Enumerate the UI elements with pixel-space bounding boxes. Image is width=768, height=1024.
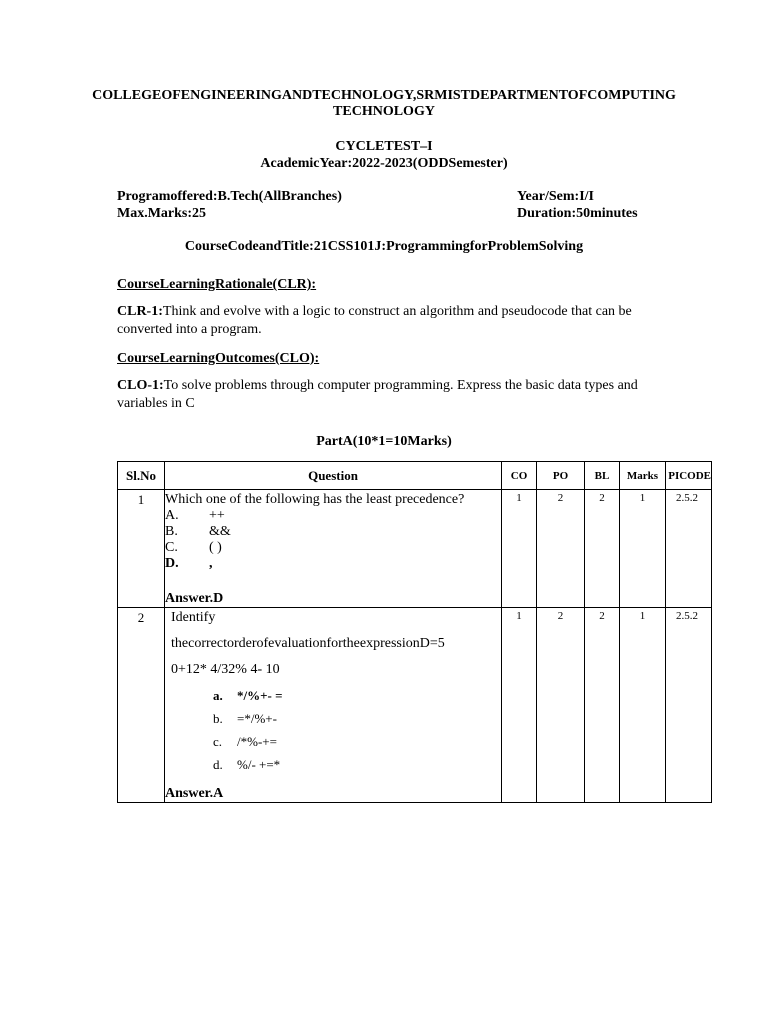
q2-line1: Identify	[171, 610, 216, 625]
col-header-co: CO	[502, 462, 537, 490]
duration: Duration:50minutes	[517, 206, 638, 221]
table-header-row	[118, 462, 712, 490]
q2-answer: Answer.A	[165, 786, 224, 801]
q1-option-c-label: C.	[165, 540, 178, 555]
clr-paragraph	[117, 303, 657, 339]
q2-option-b-text: =*/%+-	[237, 711, 277, 726]
q2-option-a-label: a.	[213, 688, 223, 703]
q2-option-d	[213, 757, 501, 773]
q1-option-a	[165, 508, 501, 524]
q2-option-b-label: b.	[213, 711, 223, 726]
program-offered: Programoffered:B.Tech(AllBranches)	[117, 189, 342, 204]
q2-option-d-label: d.	[213, 757, 223, 772]
clr-label: CLR-1:	[117, 304, 163, 319]
q1-option-b	[165, 524, 501, 540]
q1-option-c	[165, 540, 501, 556]
col-header-slno: Sl.No	[118, 462, 165, 490]
q1-marks: 1	[620, 490, 666, 608]
max-marks: Max.Marks:25	[117, 206, 207, 221]
course-title: CourseCodeandTitle:21CSS101J:ProgrammingforProblemSolving	[184, 239, 584, 254]
q1-option-d-text: ,	[209, 556, 213, 571]
q1-option-b-label: B.	[165, 524, 178, 539]
year-sem: Year/Sem:I/I	[517, 189, 594, 204]
col-header-question: Question	[165, 462, 502, 490]
q2-line2: thecorrectorderofevaluationfortheexpressionD=5	[171, 636, 445, 651]
q2-number: 2	[118, 608, 165, 803]
q2-option-a-text: */%+- =	[237, 688, 283, 703]
q2-option-b	[213, 711, 501, 727]
q2-marks: 1	[620, 608, 666, 803]
q1-answer: Answer.D	[165, 591, 224, 606]
q1-bl: 2	[585, 490, 620, 608]
q1-picode: 2.5.2	[666, 490, 712, 608]
college-title	[0, 88, 768, 120]
table-row	[118, 490, 712, 608]
q2-option-d-text: %/- +=*	[237, 757, 281, 772]
table-row	[118, 608, 712, 803]
q1-option-d	[165, 556, 501, 572]
q1-number: 1	[118, 490, 165, 608]
q1-option-d-label: D.	[165, 556, 179, 571]
clr-text: Think and evolve with a logic to construct an algorithm and pseudocode that can be converted into a program.	[117, 304, 632, 337]
q1-cell	[165, 490, 502, 608]
clo-label: CLO-1:	[117, 378, 164, 393]
q2-co: 1	[502, 608, 537, 803]
academic-year: AcademicYear:2022-2023(ODDSemester)	[260, 156, 508, 171]
q2-cell	[165, 608, 502, 803]
q1-option-a-label: A.	[165, 508, 179, 523]
q1-question: Which one of the following has the least precedence?	[165, 492, 465, 507]
q1-po: 2	[537, 490, 585, 608]
clo-paragraph	[117, 377, 657, 413]
q1-co: 1	[502, 490, 537, 608]
questions-table	[117, 461, 712, 803]
q2-line3: 0+12* 4/32% 4- 10	[171, 662, 280, 677]
clo-text: To solve problems through computer programming. Express the basic data types and variables in C	[117, 378, 638, 411]
q2-option-c-label: c.	[213, 734, 223, 749]
q2-po: 2	[537, 608, 585, 803]
q1-option-b-text: &&	[209, 524, 231, 539]
clr-heading: CourseLearningRationale(CLR):	[117, 277, 317, 292]
test-name: CYCLETEST–I	[335, 139, 433, 154]
col-header-bl: BL	[585, 462, 620, 490]
q2-option-c-text: /*%-+=	[237, 734, 277, 749]
college-title-line1: COLLEGEOFENGINEERINGANDTECHNOLOGY,SRMISTDEPARTMENTOFCOMPUTING	[92, 88, 676, 103]
q2-option-a	[213, 688, 501, 704]
test-heading	[0, 138, 768, 172]
part-a-heading: PartA(10*1=10Marks)	[316, 434, 452, 449]
q2-option-c	[213, 734, 501, 750]
college-title-line2: TECHNOLOGY	[333, 104, 435, 119]
clo-heading: CourseLearningOutcomes(CLO):	[117, 351, 320, 366]
col-header-marks: Marks	[620, 462, 666, 490]
q2-bl: 2	[585, 608, 620, 803]
col-header-po: PO	[537, 462, 585, 490]
col-header-picode: PICODE	[666, 462, 712, 490]
q1-option-a-text: ++	[209, 508, 225, 523]
q2-picode: 2.5.2	[666, 608, 712, 803]
q1-option-c-text: ( )	[209, 540, 222, 555]
